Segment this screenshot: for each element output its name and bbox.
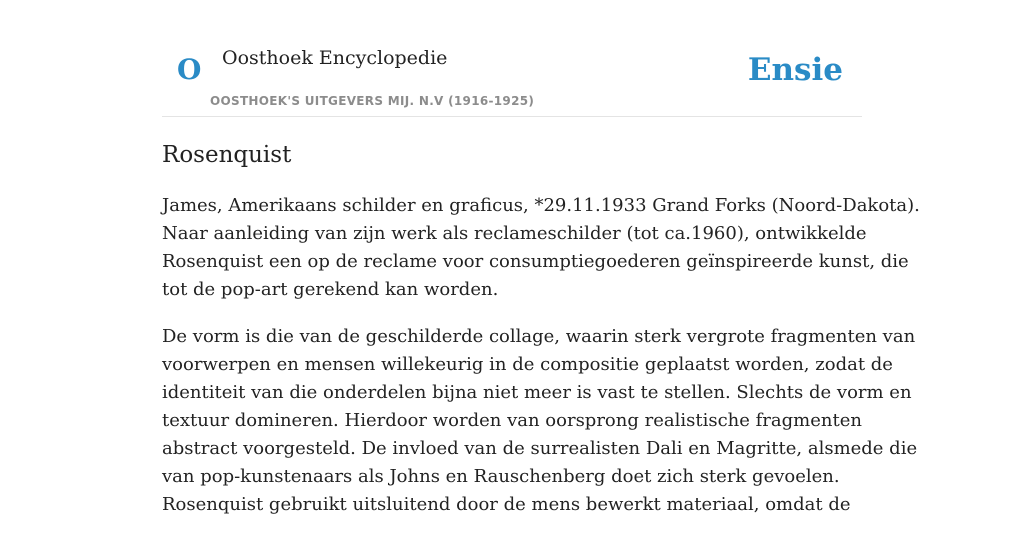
text-line: Rosenquist gebruikt uitsluitend door de mens bewerkt materiaal, omdat de [162, 494, 851, 515]
text-line: voorwerpen en mensen willekeurig in de compositie geplaatst worden, zodat de [162, 354, 893, 375]
page [162, 0, 920, 515]
text-line: textuur domineren. Hierdoor worden van oorsprong realistische fragmenten [162, 410, 862, 431]
text-line: van pop-kunstenaars als Johns en Rauschenberg doet zich sterk gevoelen. [162, 466, 840, 487]
book-title-link[interactable]: Oosthoek Encyclopedie [222, 47, 448, 69]
text-line: identiteit van die onderdelen bijna niet meer is vast te stellen. Slechts de vorm en [162, 382, 912, 403]
site-header [162, 0, 862, 117]
ensie-logo-link[interactable]: Ensie [747, 52, 843, 88]
book-logo-icon[interactable]: O [177, 53, 202, 86]
entry-paragraph [162, 192, 920, 304]
entry-body [162, 192, 920, 538]
text-line: abstract voorgesteld. De invloed van de surrealisten Dali en Magritte, alsmede die [162, 438, 918, 459]
text-line: Naar aanleiding van zijn werk als reclameschilder (tot ca.1960), ontwikkelde [162, 223, 867, 244]
entry-title: Rosenquist [162, 142, 292, 168]
text-line: tot de pop-art gerekend kan worden. [162, 279, 499, 300]
text-line: Rosenquist een op de reclame voor consumptiegoederen geïnspireerde kunst, die [162, 251, 909, 272]
entry-paragraph [162, 323, 918, 519]
text-line: James, Amerikaans schilder en graficus, *29.11.1933 Grand Forks (Noord-Dakota). [162, 195, 920, 216]
publisher-label: OOSTHOEK'S UITGEVERS MIJ. N.V (1916-1925) [210, 94, 535, 108]
text-line: De vorm is die van de geschilderde collage, waarin sterk vergrote fragmenten van [162, 326, 916, 347]
